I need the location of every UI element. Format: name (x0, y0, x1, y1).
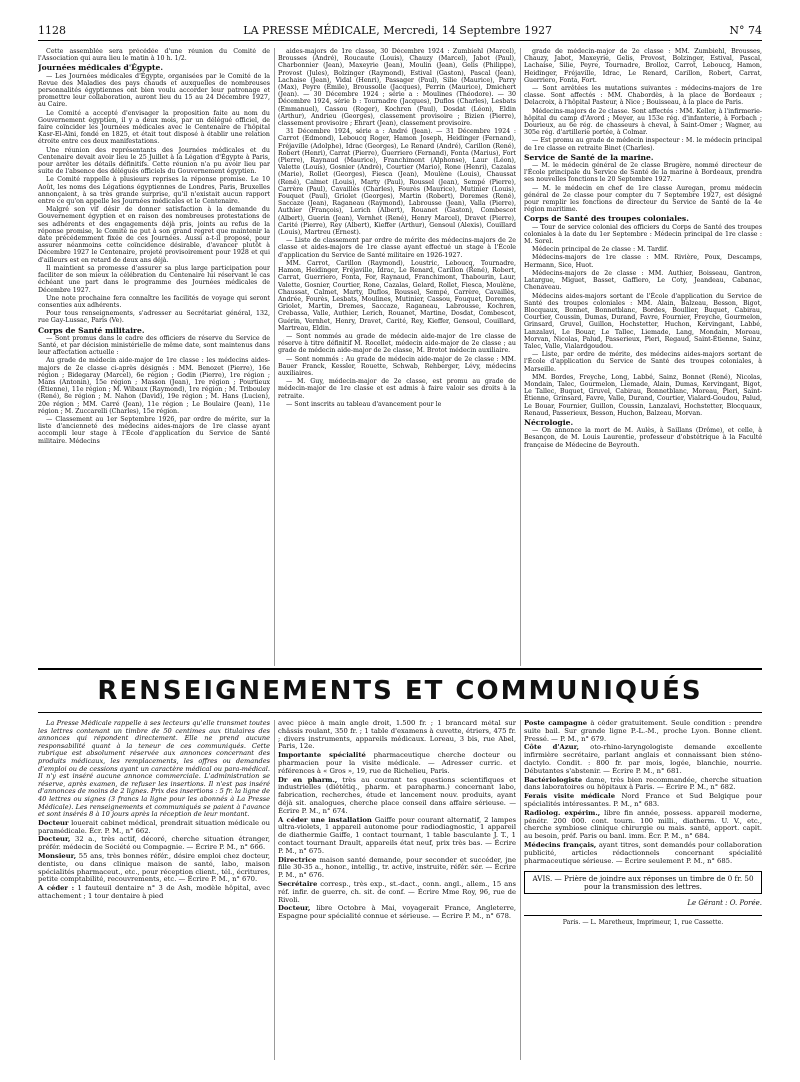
article-paragraph: — M. Guy, médecin-major de 2e classe, est promu au grade de médecin-major de 1re classe et est admis à faire valoir ses droits à la retraite. (278, 378, 516, 400)
classified-ad (278, 857, 516, 880)
article-paragraph: 31 Décembre 1924, série a : André (Jean). — 31 Décembre 1924 : Carrot (Edmond), Leboucq Roger, Hamon Joseph, Heidinger (Fernand), Fréjaville (Adolphe), Idrac (Georges), Le Renard (André), Carillon (René), Robert (Henri), Carrat (Pierre), Guerriero (Fernand), Fonta (Marius), Fort (Pierre), Raynaud (Maurice), Franchimont (Alphonse), Laur (Léon), Valette (Louis), Gosnier (André), Courtier (Mario), Rone (Henri), Cazalas (Marie), Rollet (Georges), Fiesca (Jean), Moulène (Louis), Chaussat (René), Calmet (Louis), Marty (Paul), Roussel (Jean), Sempé (Pierre), Carrère (Paul), Cavaillès (Charles), Fourès (Maurice), Mutinier (Louis), Fouquet (Paul), Griolet (Georges), Martin (Robert), Doremes (René), Saccaze (Jean), Raganeau (Raymond), Labrousse (Jean), Valla (Pierre), Authier (François), Lerich (Albert), Rouanet (Gaston), Combescot (Albert), Guerin (Jean), Vernhet (René), Henry Marcel), Dravet (Pierre), Carité (Pierre), Rey (Albert), Kieffer (Arthur), Gensoul (Alexis), Couillard (Louis), Martreu (Ernest). (278, 128, 516, 237)
column-divider (274, 720, 275, 1060)
ad-text: 32 a., très actif, décoré, cherche situation étranger, préfér. médecin de Société ou Compagnie. — Écrire P. M., n° 666. (38, 835, 270, 852)
classified-ad (278, 720, 516, 751)
article-paragraph: — M. le médecin général de 2e classe Brugère, nommé directeur de l'École principale du Service de Santé de la marine à Bordeaux, prendra ses nouvelles fonctions le 20 Septembre 1927. (524, 162, 762, 184)
ad-lead: Docteur, (278, 904, 311, 913)
article-paragraph: — Liste de classement par ordre de mérite des médecins-majors de 2e classe et aides-majors de 1re classe ayant effectué un stage à l'École d'application du Service de Santé militaire en 1926-1927. (278, 237, 516, 259)
classified-ad (38, 836, 270, 852)
article-paragraph: aides-majors de 1re classe, 30 Décembre 1924 : Zumbiehl (Marcel), Brousses (André), Roucaute (Louis), Chauzy (Marcel), Jabot (Paul), Charbonnier (Jean), Maxeyrie (Jean), Moulin (Jean), Gelis (Philippe), Provost (Jules), Bolzinger (Raymond), Estival (Gaston), Pascal (Jean), Lachaise (Jean), Vidal (Henri), Passager (Paul), Silie (Maurice), Parry (Max), Peyre (Émile), Broussolle (Jacques), Perrin (Maurice), Dmichert (Jean). — 30 Décembre 1924 ; série a : Moulines (Théodore). — 30 Décembre 1924, série b : Tournadre (Jacques), Duflos (Charles), Lesbats (Emmanuel), Cassou (Roger), Kochren (Paul), Dosdat (Léon), Eldin (Arthur), Andrieu (Georges), classement provisoire ; Bizien (Pierre), classement provisoire ; Ehrart (Jean), classement provisoire. (278, 48, 516, 128)
ad-text: Nord France et Sud Belgique pour spécialités intéressantes. P. M., n° 683. (524, 792, 762, 808)
gerant-signature: Le Gérant : O. Porée. (687, 898, 762, 907)
article-paragraph: Médecins-majors de 2e classe : MM. Authier, Boisseau, Gantron, Latargue, Miguet, Basset, Gaffiero, Le Coty, Jeandeau, Cabanac, Chenaveau. (524, 269, 762, 292)
ad-text: libre Octobre à Mai, voyagerait France, Angleterre, Espagne pour spécialité connue et sérieuse. — Écrire P. M., n° 678. (278, 904, 516, 921)
classified-ad (278, 777, 516, 816)
article-paragraph: Une réunion des représentants des Journées médicales et du Centenaire devait avoir lieu le 25 Juillet à la Légation d'Égypte à Paris, pour arrêter les détails définitifs. Cette réunion n'a pu avoir lieu par suite de l'absence des délégués officiels du Gouvernement égyptien. (38, 146, 270, 176)
article-paragraph: — Liste, par ordre de mérite, des médecins aides-majors sortant de l'École d'application du Service de Santé des troupes coloniales, à Marseille. (524, 351, 762, 373)
ads-column-3 (524, 720, 762, 1060)
article-paragraph: Médecins-majors de 2e classe. Sont affectés : MM. Keller, à l'infirmerie-hôpital du camp d'Avord ; Meyer, au 153e rég. d'infanterie, à Forbach ; Dourieux, au 6e rég. de chasseurs à cheval, à Saint-Omer ; Wagner, au 305e rég. d'artillerie portée, à Colmar. (524, 107, 762, 137)
ad-text: 1 fauteuil dentaire n° 3 de Ash, modèle hôpital, avec attachement ; 1 tour dentaire à pied (38, 884, 270, 900)
ad-text: oto-rhino-laryngologiste demande excellente infirmière secrétaire, parlant anglais et connaissant bien sténo-dactylo. Condit. : 800 fr. par mois, logée, blanchie, nourrie. Débutantes s'abstenir. — Écrire P. M., n° 681. (524, 743, 762, 775)
column-2 (278, 48, 516, 666)
classified-ad (524, 810, 762, 841)
ad-text: très au courant tes questions scientifiques et industrielles (diététiq., pharm. et parapharm.) concernant labo, fabrication, recherches, étude et lancement nouv. produits, ayant déjà sit. analogues, cherche place conseil dans affaire sérieuse. — Écrire P. M., n° 674. (278, 775, 516, 815)
article-heading: Nécrologie. (524, 417, 574, 427)
journal-title: LA PRESSE MÉDICALE, Mercredi, 14 Septembre 1927 (243, 24, 553, 37)
article-paragraph: MM. Carrot, Carillon (Raymond), Loustric, Leboucq, Tournadre, Hamon, Heidinger, Fréjaville, Idrac, Le Renard, Carillon (René), Robert, Carrat, Guerriero, Fonta, For, Raynaud, Franchimont, Thabourin, Laur, Valette, Gosnier, Courtier, Rone, Cazalas, Gelard, Rollet, Fiesca, Moulène, Chaussat, Calmet, Marty, Duflos, Roussel, Sempé, Carrère, Cavaillès, Andrée, Fourès, Lesbats, Moulines, Mutinier, Cassou, Fouquet, Doremes, Griolet, Martin, Dremes, Saccaze, Raganeau, Labrousse, Kochren, Crebassa, Valle, Authier, Lerich, Rouanet, Martine, Dosdat, Combescot, Guérin, Vernhet, Henry, Dravet, Carité, Rey, Kieffer, Gensoul, Couillard, Martreau, Eldin. (278, 259, 516, 332)
ad-text: à céder gratuitement. Seule condition : prendre suite bail. Sur grande ligne P.-L.-M., proche Lyon. Bonne client. Pressé. — P. M., n° 679. (524, 720, 762, 743)
section-rule (38, 712, 762, 713)
column-divider (520, 720, 521, 1060)
ad-lead: Docteur, (38, 835, 71, 844)
column-1 (38, 48, 270, 666)
ad-text: ayant titres, sont demandés pour collaboration publicité, articles rédactionnels concernant spécialité pharmaceutique sérieuse. — Écrire seulement P. M., n° 685. (524, 840, 762, 865)
classified-ad (524, 744, 762, 775)
ad-lead: Poste campagne (524, 720, 588, 727)
column-3 (524, 48, 762, 666)
article-paragraph: — Classement au 1er Septembre 1926, par ordre de mérite, sur la liste d'ancienneté des médecins aides-majors de 1re classe ayant accompli leur stage à l'École d'application du Service de Santé militaire. Médecins (38, 415, 270, 445)
article-paragraph: — Les Journées médicales d'Égypte, organisées par le Comité de la Revue des Maladies des pays chauds et auxquelles de nombreuses personnalités égyptiennes ont bien voulu accorder leur patronage et promettre leur collaboration, auront lieu du 15 au 24 Décembre 1927, au Caire. (38, 72, 270, 109)
ads-column-2 (278, 720, 516, 1060)
ad-lead: Importante spécialité (278, 751, 366, 760)
article-paragraph: Malgré son vif désir de donner satisfaction à la demande du Gouvernement égyptien et en raison des nombreuses protestations de ses adhérents et des engagements déjà pris, joints au refus de la réponse promise, le Comité ne put à son grand regret que maintenir la date précédemment fixée de ces Journées. Aussi a-t-il proposé, pour assurer néanmoins cette coïncidence désirable, d'avancer plutôt à Décembre 1927 le Centenaire, projeté provisoirement pour 1928 et qui d'ailleurs est en retard de deux ans déjà. (38, 206, 270, 264)
column-divider (520, 48, 521, 666)
section-rule (38, 668, 762, 670)
article-paragraph: — Tour de service colonial des officiers du Corps de Santé des troupes coloniales à la date du 1er Septembre : Médecin principal de 1re classe : M. Sorel. (524, 223, 762, 246)
ad-lead: Bactériologiste (524, 775, 583, 784)
ad-lead: Côte d'Azur, (524, 743, 580, 752)
classified-ad (38, 820, 270, 836)
article-paragraph: — Sont arrêtées les mutations suivantes : médecins-majors de 1re classe. Sont affectés : MM. Chabordès, à la place de Bordeaux ; Delacroix, à l'hôpital Pasteur, à Nice ; Bouisseau, à la place de Paris. (524, 85, 762, 107)
ad-lead: Directrice (278, 855, 317, 864)
article-heading: Service de Santé de la marine. (524, 152, 654, 162)
article-heading: Corps de Santé militaire. (38, 325, 145, 335)
ads-intro: La Presse Médicale rappelle à ses lecteurs qu'elle transmet toutes les lettres contenant un timbre de 50 centimes aux titulaires des annonces qui répondent directement. Elle ne prend aucune responsabilité quant à la teneur de ces communiqués. Cette rubrique est absolument réservée aux annonces concernant des produits médicaux, les remplacements, les offres ou demandes d'emploi ou de cessions ayant un caractère médical ou para-médical. Il n'y est inséré aucune annonce commerciale. L'administration se réserve, après examen, de refuser les insertions. Il n'est pas inséré d'annonces de moins de 2 lignes. Prix des insertions : 5 fr. la ligne de 40 lettres ou signes (3 francs la ligne pour les abonnés à La Presse Médicale). Les renseignements et communiqués se paient à l'avance et sont insérés 8 à 10 jours après la réception de leur montant. (38, 720, 270, 819)
issue-number: N° 74 (729, 24, 762, 37)
ad-text: dame, très bien recommandée, cherche situation dans laboratoires ou hôpitaux à Paris. — Écrire P. M., n° 682. (524, 775, 762, 792)
classified-ad (524, 842, 762, 865)
classified-ad (38, 885, 270, 901)
article-paragraph: — M. le médecin en chef de 1re classe Auregan, promu médecin général de 2e classe pour compter du 7 Septembre 1927, est désigné pour remplir les fonctions de directeur du Service de Santé de la 4e région maritime. (524, 184, 762, 214)
ads-column-1 (38, 720, 270, 1060)
ad-text: maison santé demande, pour seconder et succéder, jne fille 30-35 a., honor., intellig., tr. active, instruite, référ. sér. — Écrire P. M., n° 676. (278, 855, 516, 880)
article-paragraph: Le Comité a accepté d'envisager la proposition faite au nom du Gouvernement égyptien, il y a deux mois, par un délégué officiel, de faire coïncider les Journées médicales avec le Centenaire de l'hôpital Kasr-El-Aïni, fondé en 1825, et était tout disposé à établir une relation étroite entre ces deux manifestations. (38, 109, 270, 146)
article-paragraph: — Sont nommés au grade de médecin aide-major de 1re classe de réserve à titre définitif M. Rocellet, médecin aide-major de 2e classe ; au grade de médecin aide-major de 2e classe, M. Brotot médecin auxiliaire. (278, 332, 516, 355)
article-paragraph: Médecins-majors de 1re classe : MM. Rivière, Poux, Descamps, Hermann, Sice, Huot. (524, 254, 762, 269)
classified-ad (278, 817, 516, 856)
article-paragraph: — Sont inscrits au tableau d'avancement pour le (286, 400, 442, 408)
article-heading: Corps de Santé des troupes coloniales. (524, 214, 689, 224)
classified-ad (524, 777, 762, 793)
classified-ad (278, 752, 516, 775)
article-heading: Journées médicales d'Égypte. (38, 63, 163, 73)
page-header (38, 24, 762, 41)
ad-lead: Monsieur, (38, 851, 77, 860)
article-paragraph: Pour tous renseignements, s'adresser au Secrétariat général, 132, rue Gay-Lussac, Paris (Ve). (38, 310, 270, 325)
article-paragraph: Cette assemblée sera précédée d'une réunion du Comité de l'Association qui aura lieu le matin à 10 h. 1/2. (38, 48, 270, 63)
ad-lead: Docteur (38, 818, 69, 827)
ad-text: avec pièce à main angle droit, 1.500 fr. ; 1 brancard métal sur châssis roulant, 350 fr. ; 1 table d'examens à cuvette, étriers, 475 fr. ; divers instruments, appareils médicaux. Loreau, 3 bis, rue Abel, Paris, 12e. (278, 720, 516, 751)
article-paragraph: — Sont promus dans le cadre des officiers de réserve du Service de Santé, et par décision ministérielle de même date, sont maintenus dans leur affectation actuelle : (38, 334, 270, 357)
classified-ad (524, 720, 762, 743)
ad-lead: Dr en pharm., (278, 775, 338, 784)
article-paragraph: — On annonce la mort de M. Aulès, à Saillans (Drôme), et celle, à Besançon, de M. Louis Laurentie, professeur d'obstétrique à la Faculté française de Médecine de Beyrouth. (524, 427, 762, 449)
classified-ad (278, 905, 516, 921)
article-paragraph: MM. Bordes, Freyche, Long, Labbé, Sainz, Bonnet (René), Nicolas, Mondain, Talec, Gourmelon, Liemade, Alain, Dumas, Kervingant, Bigot, Le Tallec, Buquet, Gruvel, Cabirau, Bonnetblanc, Moreau, Pieri, Saint-Étienne, Grinsard, Favre, Valle, Durand, Courtier, Vialard-Goudou, Palud, Le Bouar, Fournier, Guillon, Coussin, Lanzalavi, Hochstetter, Blocquaux, Renaud, Passerieux, Besson, Huchon, Balzeau, Morvan. (524, 373, 762, 417)
ads-list (524, 720, 762, 865)
ad-text: libre fin année, possess. appareil moderne, pénétr. 200 000. cont. tourn. 100 milli., diatherm. U. V., etc., cherche symbiose clinique chirurgie ou mais. santé, apport. capit. au besoin, préf. Paris ou banl. imm. Écr. P. M., n° 684. (524, 808, 762, 841)
ad-text: louerait cabinet médical, prendrait situation médicale ou paramédicale. Écr. P. M., n° 662. (38, 818, 270, 835)
avis-box: AVIS. — Prière de joindre aux réponses un timbre de 0 fr. 50 pour la transmission des lettres. (524, 871, 762, 893)
article-paragraph: Il maintient sa promesse d'assurer sa plus large participation pour faciliter de son mieux la célébration du Centenaire lui réservant le cas échéant une part dans le programme des Journées médicales de Décembre 1927. (38, 264, 270, 294)
ad-lead: Ferais visite médicale (524, 792, 616, 801)
article-paragraph: Le Comité rappelle à plusieurs reprises la réponse promise. Le 10 Août, les noms des Légations égyptiennes de Londres, Paris, Bruxelles annonçaient, à sa très grande surprise, qu'il n'existait aucun rapport entre ce qu'on appelle les Journées médicales et le Centenaire. (38, 176, 270, 206)
ad-text: pharmaceutique cherche docteur ou pharmacien pour la visite médicale. — Adresser curric. et références à « Gros », 19, rue de Richelieu, Paris. (278, 751, 516, 775)
ad-text: corresp., très exp., st.-dact., conn. angl., allem., 15 ans réf. infir. de guerre, ch. sit. de conf. — Écrire Mme Roy, 96, rue de Rivoli. (278, 879, 516, 904)
article-paragraph: Au grade de médecin aide-major de 1re classe : les médecins aides-majors de 2e classe ci-après désignés : MM. Benozet (Pierre), 16e région ; Bidegaray (Marcel), 6e région ; Godin (Pierre), 1re région ; Mans (Antonin), 15e région ; Masson (Jean), 1re région ; Pourtieux (Étienne), 11e région ; M. Wibaux (Raymond), 1re région ; M. Tribouley (René), 8e région ; M. Nahon (David), 19e région ; M. Hans (Lucien), 20e région ; MM. Carré (Jean), 11e région ; Le Boulaire (Jean), 11e région ; M. Zuccarelli (Charles), 15e région. (38, 357, 270, 415)
article-paragraph: grade de médecin-major de 2e classe : MM. Zumbiehl, Brousses, Chauzy, Jabot, Maxeyrie, Gelis, Provost, Bolzinger, Estival, Pascal, Lachaise, Silie, Peyre, Tournadre, Brolloz, Carrot, Leboucq, Hamon, Heidinger, Fréjaville, Idrac, Le Renard, Carillon, Robert, Carrat, Guerriero, Fonta, Fort. (524, 48, 762, 84)
ad-lead: Secrétaire (278, 879, 318, 888)
column-divider (274, 48, 275, 666)
ad-text: 55 ans, très bonnes référ., désire emploi chez docteur, dentiste, ou dans clinique maison de santé, labo, maison spécialités pharmaceut., etc., pour réception client., tél., écritures, petite comptabilité, recouvrements, etc. — Écrire P. M., n° 670. (38, 851, 270, 884)
page-number: 1128 (38, 24, 66, 37)
printer-line: Paris. — L. Maretheux, Imprimeur, 1, rue Cassette. (524, 915, 762, 926)
section-title: RENSEIGNEMENTS ET COMMUNIQUÉS (97, 676, 703, 706)
article-paragraph: — Est promu au grade de médecin inspecteur : M. le médecin principal de 1re classe en retraite Binet (Charles). (524, 137, 762, 152)
classified-ad (524, 793, 762, 809)
ad-text: Gaiffe pour courant alternatif, 2 lampes ultra-violets, 1 appareil autonome pour radiodiagnostic, 1 appareil de diathermie Gaiffe, 1 contact tournant, 1 table basculante J. T., 1 contact tournant Drault, appareils état neuf, prix très bas. — Écrire P. M., n° 675. (278, 815, 516, 855)
classified-ad (278, 881, 516, 904)
ad-lead: A céder : (38, 884, 75, 893)
article-paragraph: Médecins aides-majors sortant de l'École d'application du Service de Santé des troupes coloniales : MM. Alain, Balzeau, Besson, Bigot, Blocquaux, Bonnet, Bonnetblanc, Bordes, Boullier, Buquet, Cabirau, Courtier, Coussin, Dumas, Durand, Favre, Fournier, Freyche, Gourmelon, Grinsard, Gruvel, Guillon, Hochstetter, Huchon, Kervingant, Labbé, Lanzalavi, Le Bouar, Le Tallec, Liemade, Lang, Mondain, Moreau, Morvan, Nicolas, Palud, Passerieux, Pieri, Regaud, Saint-Étienne, Sainz, Talec, Valle, Vialardgoudou. (524, 292, 762, 350)
article-paragraph: Une note prochaine fera connaître les facilités de voyage qui seront consenties aux adhérents. (38, 294, 270, 309)
ad-lead: A céder une installation (278, 815, 372, 824)
article-paragraph: Médecin principal de 2e classe : M. Tardif. (532, 246, 669, 254)
classified-ad (38, 853, 270, 884)
ad-lead: Radiolog. expérim., (524, 808, 601, 817)
article-paragraph: — Sont nommés : Au grade de médecin aide-major de 2e classe : MM. Bauer Franck, Kessler, Rouette, Schwab, Rehberger, Lévy, médecins auxiliaires. (278, 355, 516, 377)
ad-lead: Médecins français, (524, 840, 597, 849)
